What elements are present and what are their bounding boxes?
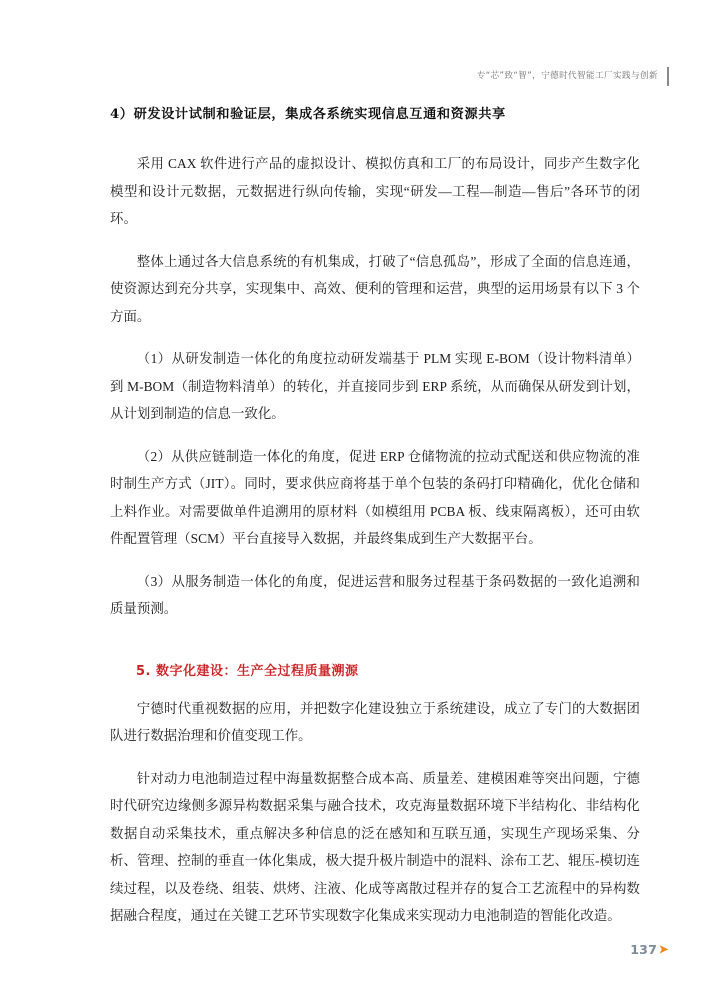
section-heading-5-digital-construction: 5. 数字化建设：生产全过程质量溯源	[136, 663, 359, 679]
paragraph-item-3-service: （3）从服务制造一体化的角度，促进运营和服务过程基于条码数据的一致化追溯和质量预测。	[110, 573, 640, 616]
page-footer	[630, 942, 669, 957]
chevron-right-icon: ➤	[658, 942, 669, 958]
running-header-title: 专“芯”致“智”，宁德时代智能工厂实践与创新	[476, 71, 658, 81]
spacer	[110, 623, 640, 661]
page-number: 137	[630, 942, 658, 957]
paragraph-item-1-plm-bom: （1）从研发制造一体化的角度拉动研发端基于 PLM 实现 E-BOM（设计物料清单）到 M-BOM（制造物料清单）的转化，并直接同步到 ERP 系统，从而确保从研发到计划，从计划到制造的信息一致化。	[110, 351, 640, 421]
spacer	[110, 750, 640, 765]
paragraph-cax-design: 采用 CAX 软件进行产品的虚拟设计、模拟仿真和工厂的布局设计，同步产生数字化模型和设计元数据，元数据进行纵向传输，实现“研发—工程—制造—售后”各环节的闭环。	[110, 156, 640, 226]
paragraph-system-integration: 整体上通过各大信息系统的有机集成，打破了“信息孤岛”，形成了全面的信息连通，使资源达到充分共享，实现集中、高效、便利的管理和运营，典型的运用场景有以下 3 个方面。	[110, 253, 640, 324]
paragraph-big-data-team: 宁德时代重视数据的应用，并把数字化建设独立于系统建设，成立了专门的大数据团队进行数据治理和价值变现工作。	[110, 700, 640, 743]
paragraph-item-2-supply-chain: （2）从供应链制造一体化的角度，促进 ERP 仓储物流的拉动式配送和供应物流的准时制生产方式（JIT）。同时，要求供应商将基于单个包装的条码打印精确化，优化仓储和上料作业。对需要做单件追溯用的原材料（如模组用 PCBA 板、线束隔离板），还可由软件配置管理（SCM）平台直接导入数据，并最终集成到生产大数据平台。	[110, 448, 640, 546]
running-header	[477, 66, 669, 86]
spacer	[110, 683, 640, 695]
spacer	[110, 553, 640, 568]
header-divider-rule	[667, 67, 669, 86]
subsection-heading-4: 4）研发设计试制和验证层，集成各系统实现信息互通和资源共享	[110, 107, 506, 122]
spacer	[110, 126, 640, 150]
paragraph-heterogeneous-data-fusion: 针对动力电池制造过程中海量数据整合成本高、质量差、建模困难等突出问题，宁德时代研究边缘侧多源异构数据采集与融合技术，攻克海量数据环境下半结构化、非结构化数据自动采集技术，重点解决多种信息的泛在感知和互联互通，实现生产现场采集、分析、管理、控制的垂直一体化集成，极大提升极片制造中的混料、涂布工艺、辊压-模切连续过程，以及卷绕、组装、烘烤、注液、化成等离散过程并存的复合工艺流程中的异构数据融合程度，通过在关键工艺环节实现数字化集成来实现动力电池制造的智能化改造。	[110, 770, 640, 923]
page-content	[110, 104, 640, 930]
spacer	[110, 233, 640, 248]
spacer	[110, 428, 640, 443]
spacer	[110, 330, 640, 345]
